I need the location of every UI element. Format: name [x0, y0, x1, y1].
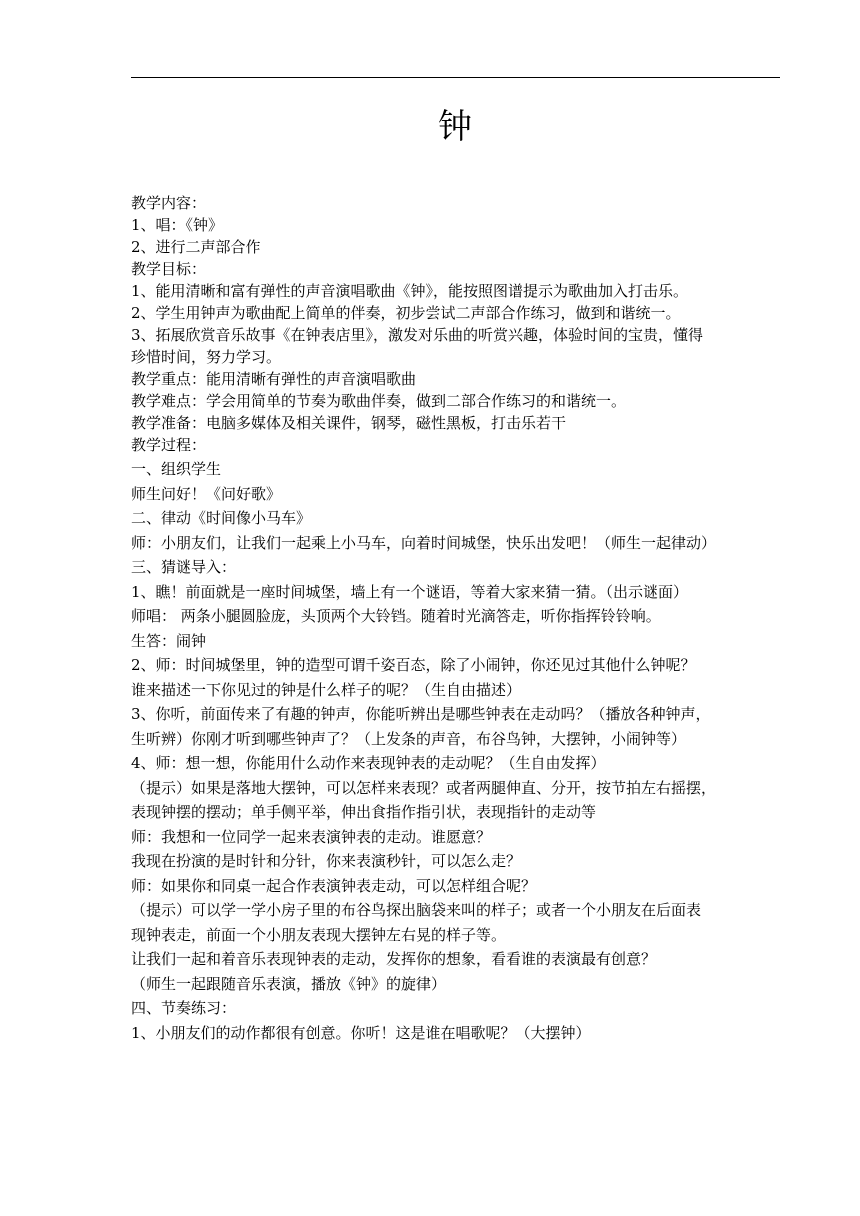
- text-line: 教学重点：能用清晰有弹性的声音演唱歌曲: [131, 370, 417, 388]
- text-line: 师生问好！《问好歌》: [131, 484, 282, 503]
- text-line: 四、节奏练习：: [131, 999, 237, 1017]
- text-line: 谁来描述一下你见过的钟是什么样子的呢？（生自由描述）: [131, 680, 522, 699]
- text-line: 一、组织学生: [131, 460, 222, 478]
- text-line: 1、唱：《钟》: [131, 216, 224, 234]
- text-line: 师：小朋友们，让我们一起乘上小马车，向着时间城堡，快乐出发吧！（师生一起律动）: [131, 533, 717, 552]
- text-line: 教学过程：: [131, 436, 207, 454]
- text-line: （师生一起跟随音乐表演，播放《钟》的旋律）: [131, 974, 447, 993]
- text-line: （提示）如果是落地大摆钟，可以怎样来表现？或者两腿伸直、分开，按节拍左右摇摆，: [131, 778, 717, 797]
- text-line: 1、瞧！前面就是一座时间城堡，墙上有一个谜语，等着大家来猜一猜。（出示谜面）: [131, 582, 689, 601]
- text-line: 生答：闹钟: [131, 631, 207, 650]
- text-line: 二、律动《时间像小马车》: [131, 509, 312, 527]
- text-line: 教学内容：: [131, 194, 207, 212]
- text-line: 教学难点：学会用简单的节奏为歌曲伴奏，做到二部合作练习的和谐统一。: [131, 392, 627, 410]
- text-line: 2、进行二声部合作: [131, 238, 261, 256]
- text-line: 2、师：时间城堡里，钟的造型可谓千姿百态，除了小闹钟，你还见过其他什么钟呢？: [131, 656, 696, 674]
- text-line: 4、师：想一想，你能用什么动作来表现钟表的走动呢？（生自由发挥）: [131, 754, 606, 772]
- header-rule: [131, 77, 780, 78]
- text-line: 1、能用清晰和富有弹性的声音演唱歌曲《钟》，能按照图谱提示为歌曲加入打击乐。: [131, 282, 689, 300]
- text-line: 表现钟摆的摆动；单手侧平举，伸出食指作指引状，表现指针的走动等: [131, 803, 597, 821]
- text-line: 2、学生用钟声为歌曲配上简单的伴奏，初步尝试二声部合作练习，做到和谐统一。: [131, 304, 681, 322]
- document-title: 钟: [438, 107, 472, 147]
- text-line: 三、猜谜导入：: [131, 558, 237, 576]
- document-body: [131, 192, 786, 1045]
- text-line: 3、拓展欣赏音乐故事《在钟表店里》，激发对乐曲的听赏兴趣，体验时间的宝贵，懂得: [131, 326, 704, 344]
- text-line: （提示）可以学一学小房子里的布谷鸟探出脑袋来叫的样子；或者一个小朋友在后面表: [131, 901, 702, 919]
- text-line: 师：我想和一位同学一起来表演钟表的走动。谁愿意？: [131, 827, 492, 846]
- text-line: 教学目标：: [131, 260, 207, 278]
- text-line: 师唱： 两条小腿圆脸庞，头顶两个大铃铛。随着时光滴答走，听你指挥铃铃响。: [131, 607, 661, 625]
- text-line: 教学准备：电脑多媒体及相关课件，钢琴，磁性黑板，打击乐若干: [131, 414, 567, 432]
- text-line: 生听辨）你刚才听到哪些钟声了？（上发条的声音，布谷鸟钟，大摆钟，小闹钟等）: [131, 729, 687, 748]
- text-line: 现钟表走，前面一个小朋友表现大摆钟左右晃的样子等。: [131, 925, 507, 944]
- text-line: 珍惜时间，努力学习。: [131, 348, 282, 366]
- text-line: 1、小朋友们的动作都很有创意。你听！这是谁在唱歌呢？（大摆钟）: [131, 1023, 591, 1042]
- text-line: 让我们一起和着音乐表现钟表的走动，发挥你的想象，看看谁的表演最有创意？: [131, 950, 657, 968]
- text-line: 3、你听，前面传来了有趣的钟声，你能听辨出是哪些钟表在走动吗？（播放各种钟声，: [131, 705, 711, 723]
- text-line: 我现在扮演的是时针和分针，你来表演秒针，可以怎么走？: [131, 852, 522, 870]
- text-line: 师：如果你和同桌一起合作表演钟表走动，可以怎样组合呢？: [131, 876, 537, 895]
